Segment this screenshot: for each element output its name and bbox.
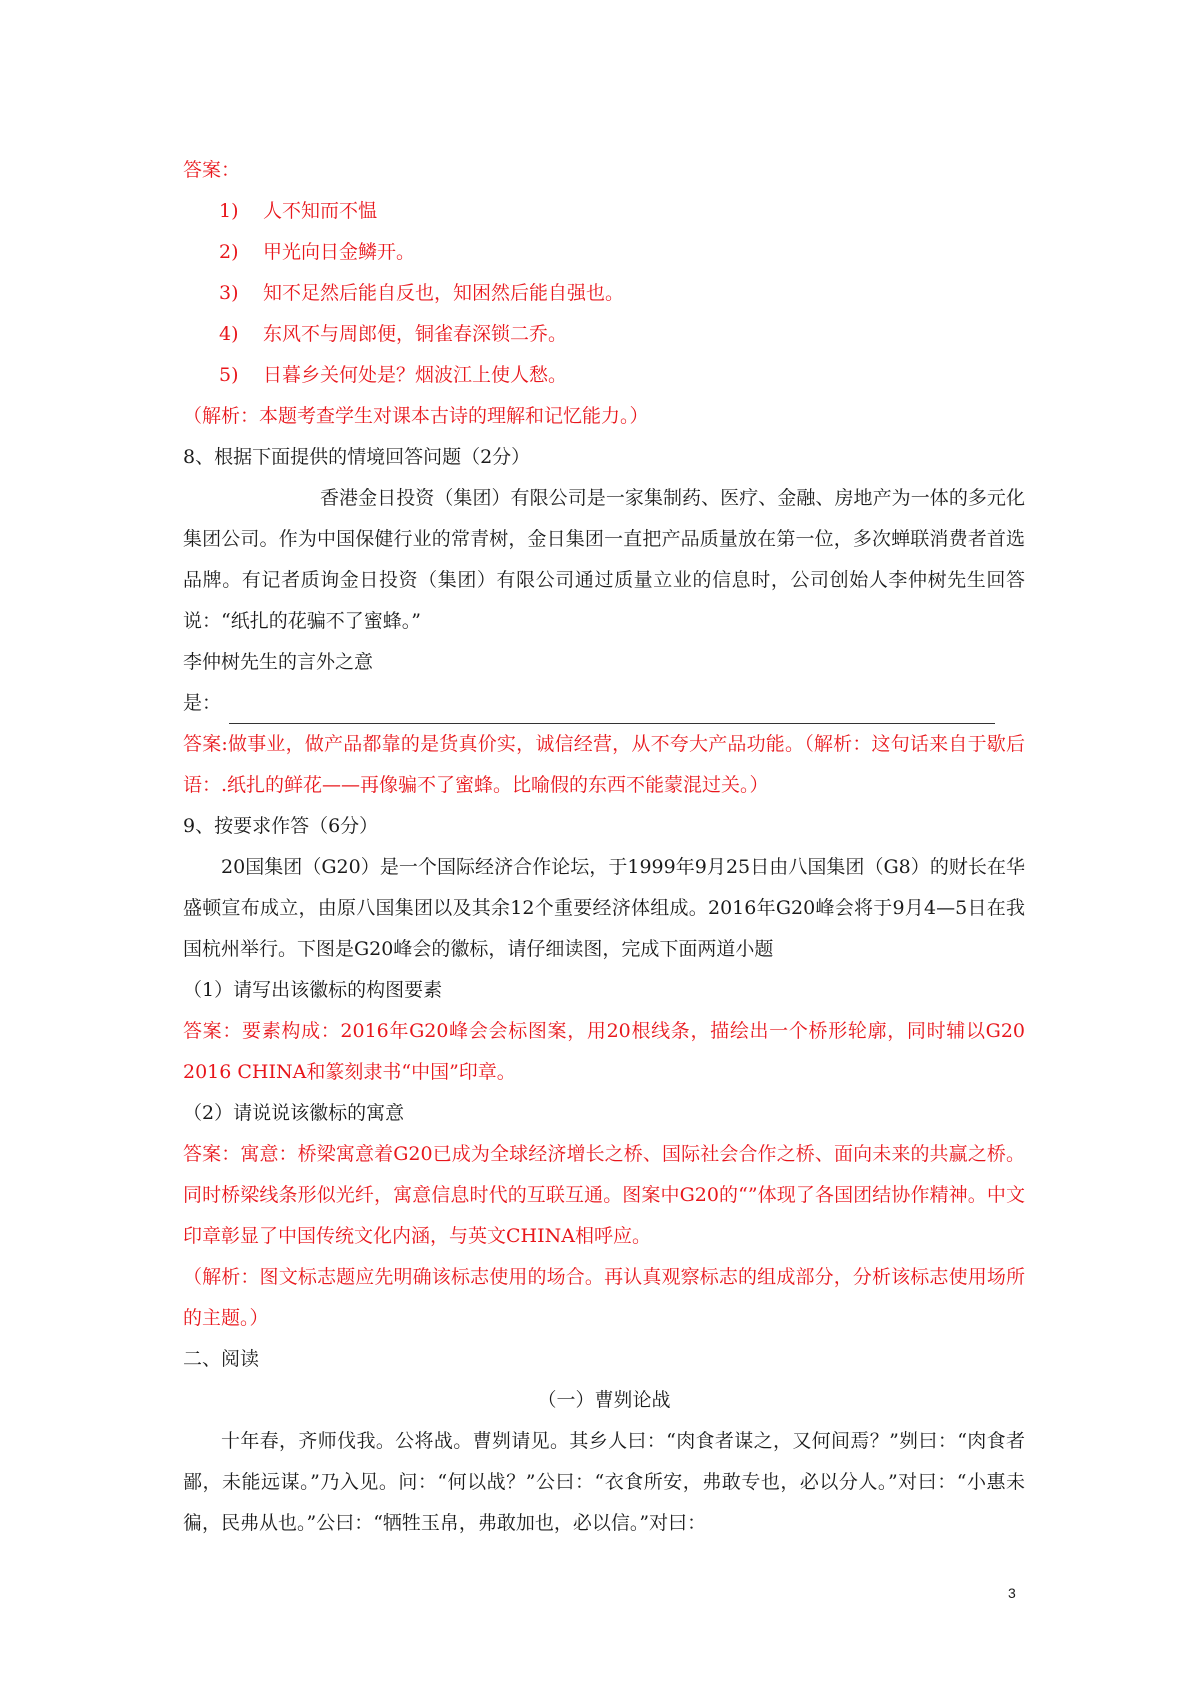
q7-answer-list bbox=[183, 191, 1025, 396]
q9-sub2: （2）请说说该徽标的寓意 bbox=[183, 1102, 405, 1124]
q9-answer1: 答案：要素构成：2016年G20峰会会标图案，用20根线条，描绘出一个桥形轮廓，同时辅以G20 2016 CHINA和篆刻隶书“中国”印章。 bbox=[183, 1020, 1025, 1083]
item-number: 1) bbox=[219, 200, 239, 222]
page-number: 3 bbox=[1008, 1585, 1016, 1601]
item-number: 4) bbox=[219, 323, 239, 345]
item-text: 日暮乡关何处是？烟波江上使人愁。 bbox=[263, 364, 568, 386]
q7-analysis: （解析：本题考查学生对课本古诗的理解和记忆能力。） bbox=[183, 405, 649, 427]
q8-title: 8、根据下面提供的情境回答问题（2分） bbox=[183, 446, 531, 468]
item-text: 东风不与周郎便，铜雀春深锁二乔。 bbox=[263, 323, 568, 345]
item-text: 甲光向日金鳞开。 bbox=[263, 241, 416, 263]
list-item bbox=[183, 191, 1025, 232]
q8-answer-blank-row bbox=[183, 683, 1025, 724]
list-item bbox=[183, 273, 1025, 314]
q9-analysis2: （解析：图文标志题应先明确该标志使用的场合。再认真观察标志的组成部分，分析该标志使用场所的主题。） bbox=[183, 1266, 1025, 1329]
section-heading: 二、阅读 bbox=[183, 1348, 260, 1370]
q8-prompt-line2: 是： bbox=[183, 692, 222, 714]
item-text: 人不知而不愠 bbox=[263, 200, 378, 222]
list-item bbox=[183, 314, 1025, 355]
q9-passage: 20国集团（G20）是一个国际经济合作论坛，于1999年9月25日由八国集团（G8）的财长在华盛顿宣布成立，由原八国集团以及其余12个重要经济体组成。2016年G20峰会将于9月4—5日在我国杭州举行。下图是G20峰会的徽标，请仔细读图，完成下面两道小题 bbox=[183, 856, 1025, 960]
item-text: 知不足然后能自反也，知困然后能自强也。 bbox=[263, 282, 625, 304]
q9-title: 9、按要求作答（6分） bbox=[183, 815, 379, 837]
item-number: 3) bbox=[219, 282, 239, 304]
q9-sub1: （1）请写出该徽标的构图要素 bbox=[183, 979, 443, 1001]
item-number: 5) bbox=[219, 364, 239, 386]
item-number: 2) bbox=[219, 241, 239, 263]
answer-blank-line[interactable] bbox=[229, 695, 995, 724]
list-item bbox=[183, 355, 1025, 396]
page-content bbox=[183, 150, 1025, 1544]
reading-passage: 十年春，齐师伐我。公将战。曹刿请见。其乡人曰：“肉食者谋之，又何间焉？”刿曰：“肉食者鄙，未能远谋。”乃入见。问：“何以战？”公曰：“衣食所安，弗敢专也，必以分人。”对曰：“小惠未徧，民弗从也。”公曰：“牺牲玉帛，弗敢加也，必以信。”对曰： bbox=[183, 1430, 1025, 1534]
q7-answer-label: 答案： bbox=[183, 159, 241, 181]
q9-answer2: 答案：寓意：桥梁寓意着G20已成为全球经济增长之桥、国际社会合作之桥、面向未来的共赢之桥。同时桥梁线条形似光纤，寓意信息时代的互联互通。图案中G20的“”体现了各国团结协作精神。中文印章彰显了中国传统文化内涵，与英文CHINA相呼应。 bbox=[183, 1143, 1025, 1247]
section-subheading: （一）曹刿论战 bbox=[537, 1389, 671, 1411]
q8-answer: 答案:做事业，做产品都靠的是货真价实，诚信经营，从不夸大产品功能。（解析：这句话来自于歇后语：.纸扎的鲜花——再像骗不了蜜蜂。比喻假的东西不能蒙混过关。） bbox=[183, 733, 1025, 796]
list-item bbox=[183, 232, 1025, 273]
q8-passage: 香港金日投资（集团）有限公司是一家集制药、医疗、金融、房地产为一体的多元化集团公司。作为中国保健行业的常青树，金日集团一直把产品质量放在第一位，多次蝉联消费者首选品牌。有记者质询金日投资（集团）有限公司通过质量立业的信息时，公司创始人李仲树先生回答说：“纸扎的花骗不了蜜蜂。” bbox=[183, 487, 1025, 632]
q8-prompt-line1: 李仲树先生的言外之意 bbox=[183, 651, 374, 673]
